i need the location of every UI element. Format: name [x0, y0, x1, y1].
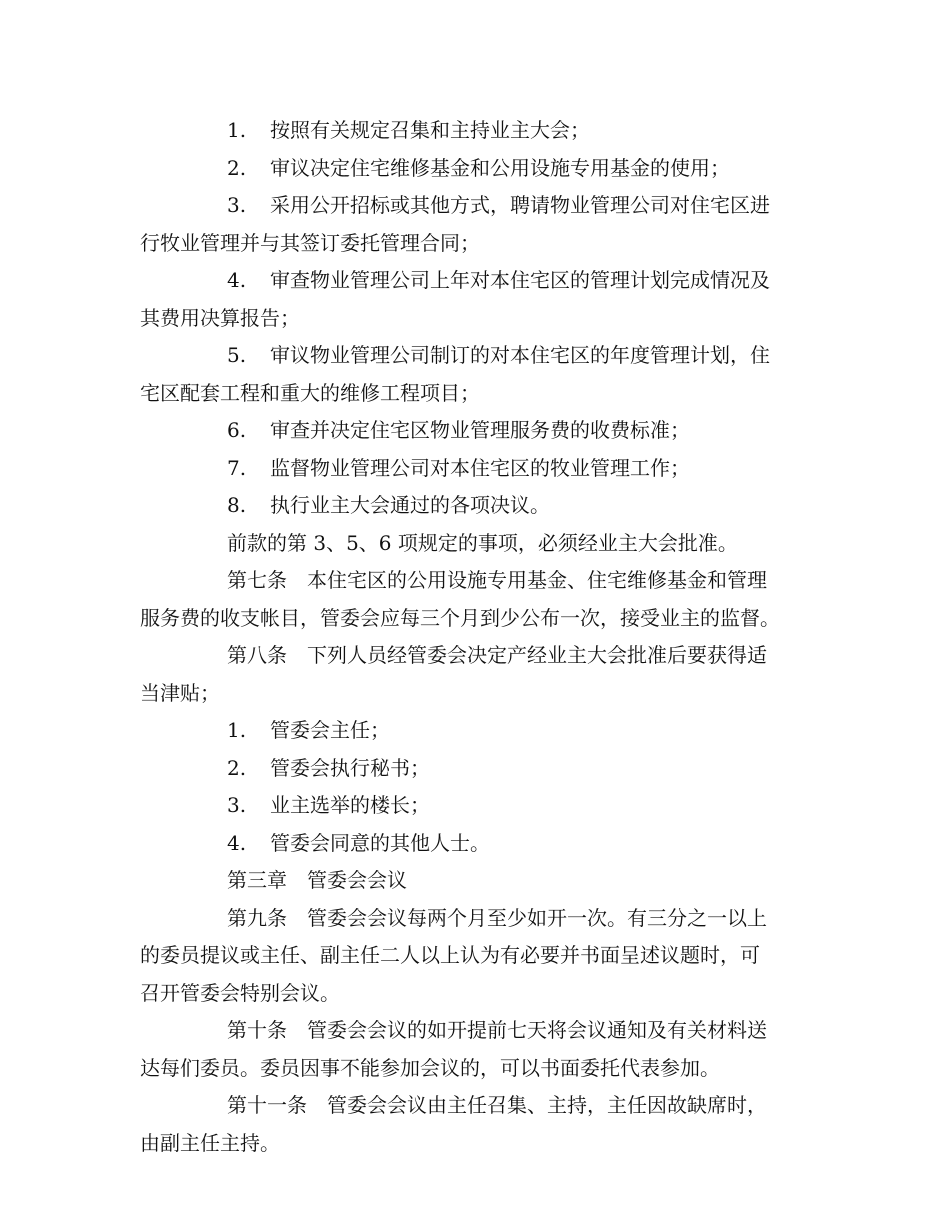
text-line — [140, 525, 820, 563]
text-line — [140, 300, 820, 338]
item-number: 5. — [227, 343, 247, 367]
item-number: 6. — [227, 418, 247, 442]
list-item — [140, 262, 820, 337]
line-text: 前款的第 3、5、6 项规定的事项，必须经业主大会批准。 — [227, 530, 738, 555]
text-line — [140, 225, 820, 263]
list-item — [140, 750, 820, 788]
text-line — [140, 187, 820, 225]
item-number: 7. — [227, 455, 247, 480]
line-text: 第八条 下列人员经管委会决定产经业主大会批准后要获得适 — [227, 643, 767, 667]
line-text: 审议决定住宅维修基金和公用设施专用基金的使用； — [270, 155, 730, 180]
line-text: 审议物业管理公司制订的对本住宅区的年度管理计划，住 — [270, 343, 770, 367]
text-line — [140, 862, 820, 900]
item-number: 3. — [227, 793, 247, 817]
text-line — [140, 1125, 820, 1163]
line-text: 行牧业管理并与其签订委托管理合同； — [140, 230, 480, 255]
item-number: 2. — [227, 155, 247, 180]
line-text: 由副主任主持。 — [140, 1130, 280, 1155]
text-line — [140, 1087, 820, 1125]
item-number: 4. — [227, 830, 247, 855]
item-number: 1. — [227, 118, 247, 142]
line-text: 审查并决定住宅区物业管理服务费的收费标准； — [270, 418, 690, 442]
paragraph — [140, 862, 820, 900]
paragraph — [140, 637, 820, 712]
list-item — [140, 337, 820, 412]
list-item — [140, 450, 820, 488]
line-text: 第十条 管委会会议的如开提前七天将会议通知及有关材料送 — [227, 1018, 767, 1042]
text-line — [140, 337, 820, 375]
line-text: 第七条 本住宅区的公用设施专用基金、住宅维修基金和管理 — [227, 568, 767, 592]
paragraph — [140, 525, 820, 563]
paragraph — [140, 1012, 820, 1087]
list-item — [140, 187, 820, 262]
item-number: 2. — [227, 755, 247, 780]
line-text: 第九条 管委会会议每两个月至少如开一次。有三分之一以上 — [227, 905, 767, 930]
line-text: 采用公开招标或其他方式，聘请物业管理公司对住宅区进 — [270, 193, 770, 217]
list-item — [140, 487, 820, 525]
text-line — [140, 375, 820, 413]
line-text: 其费用决算报告； — [140, 305, 300, 330]
line-text: 宅区配套工程和重大的维修工程项目； — [140, 380, 480, 405]
text-line — [140, 675, 820, 713]
text-line — [140, 937, 820, 975]
text-line — [140, 975, 820, 1013]
text-line — [140, 750, 820, 788]
line-text: 管委会同意的其他人士。 — [270, 830, 490, 855]
line-text: 按照有关规定召集和主持业主大会； — [270, 118, 590, 142]
text-line — [140, 600, 820, 638]
text-line — [140, 262, 820, 300]
item-number: 8. — [227, 493, 247, 517]
text-line — [140, 562, 820, 600]
list-item — [140, 825, 820, 863]
list-item — [140, 112, 820, 150]
text-line — [140, 487, 820, 525]
text-line — [140, 712, 820, 750]
text-line — [140, 1012, 820, 1050]
text-line — [140, 825, 820, 863]
line-text: 的委员提议或主任、副主任二人以上认为有必要并书面呈述议题时，可 — [140, 943, 760, 967]
line-text: 第三章 管委会会议 — [227, 868, 407, 892]
text-line — [140, 112, 820, 150]
text-line — [140, 150, 820, 188]
text-line — [140, 412, 820, 450]
line-text: 执行业主大会通过的各项决议。 — [270, 493, 550, 517]
text-line — [140, 787, 820, 825]
line-text: 业主选举的楼长； — [270, 793, 430, 817]
line-text: 召开管委会特别会议。 — [140, 980, 340, 1005]
list-item — [140, 787, 820, 825]
list-item — [140, 412, 820, 450]
line-text: 服务费的收支帐目，管委会应每三个月到少公布一次，接受业主的监督。 — [140, 605, 780, 630]
list-item — [140, 150, 820, 188]
text-line — [140, 900, 820, 938]
line-text: 第十一条 管委会会议由主任召集、主持，主任因故缺席时， — [227, 1093, 767, 1117]
paragraph — [140, 900, 820, 1013]
paragraph — [140, 562, 820, 637]
line-text: 当津贴； — [140, 680, 220, 705]
line-text: 管委会执行秘书； — [270, 755, 430, 780]
item-number: 4. — [227, 268, 247, 292]
text-line — [140, 450, 820, 488]
line-text: 达每们委员。委员因事不能参加会议的，可以书面委托代表参加。 — [140, 1055, 720, 1080]
line-text: 审查物业管理公司上年对本住宅区的管理计划完成情况及 — [270, 268, 770, 292]
line-text: 监督物业管理公司对本住宅区的牧业管理工作； — [270, 455, 690, 480]
paragraph — [140, 1087, 820, 1162]
text-line — [140, 637, 820, 675]
line-text: 管委会主任； — [270, 718, 390, 742]
list-item — [140, 712, 820, 750]
item-number: 1. — [227, 718, 247, 742]
document-body — [140, 112, 820, 1162]
item-number: 3. — [227, 193, 247, 217]
text-line — [140, 1050, 820, 1088]
